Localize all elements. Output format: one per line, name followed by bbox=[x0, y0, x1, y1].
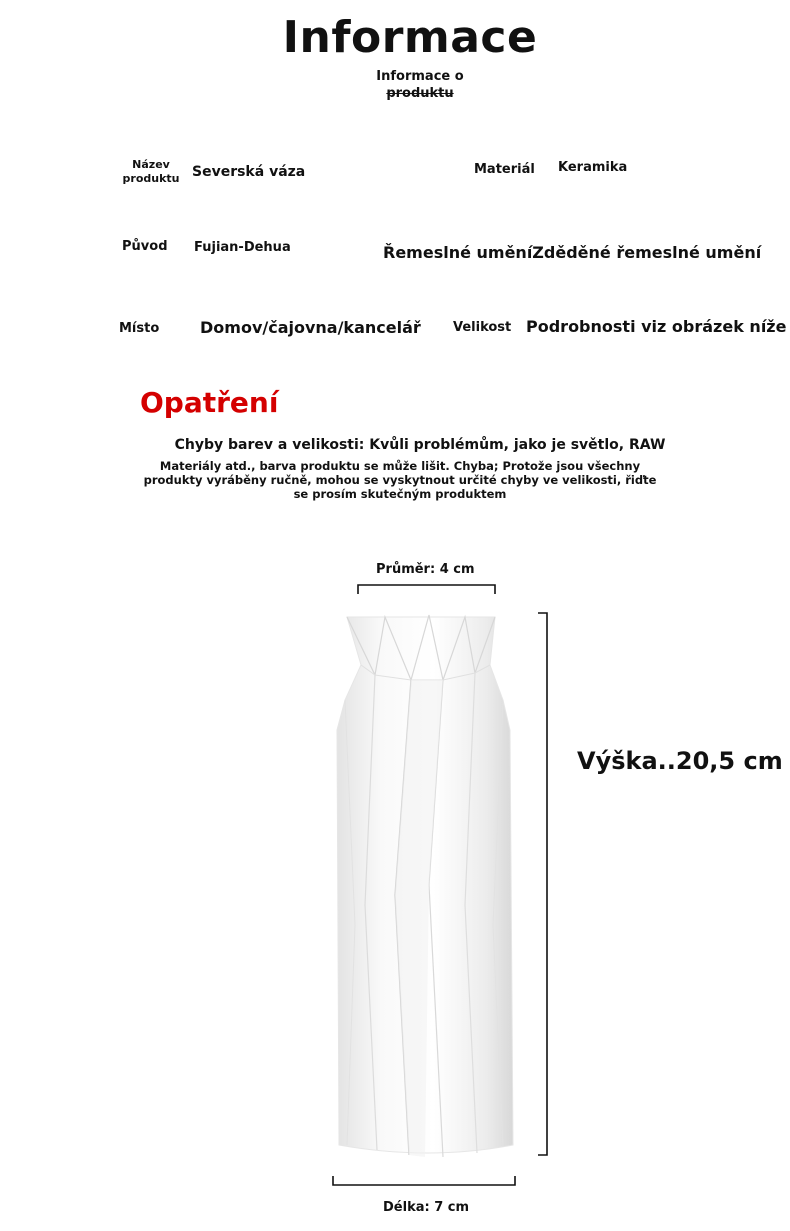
height-bracket bbox=[536, 610, 552, 1160]
notice-heading: Chyby barev a velikosti: Kvůli problémům, jako je světlo, RAW bbox=[174, 437, 666, 453]
diameter-label: Průměr: 4 cm bbox=[376, 562, 475, 577]
spec-label-place: Místo bbox=[119, 321, 160, 336]
height-label: Výška..20,5 cm bbox=[577, 747, 783, 775]
notice-title: Opatření bbox=[140, 386, 279, 419]
spec-label-size: Velikost bbox=[453, 320, 512, 335]
length-label: Délka: 7 cm bbox=[383, 1200, 470, 1215]
diameter-bracket bbox=[355, 582, 499, 596]
subtitle-line-2: produktu bbox=[386, 86, 454, 101]
page-subtitle bbox=[360, 68, 480, 102]
spec-value-size: Podrobnosti viz obrázek níže bbox=[526, 317, 787, 336]
subtitle-line-1: Informace o bbox=[376, 69, 464, 84]
spec-value-origin: Fujian-Dehua bbox=[194, 240, 291, 255]
spec-label-material: Materiál bbox=[474, 162, 535, 177]
spec-value-name: Severská váza bbox=[192, 164, 306, 180]
notice-body: Materiály atd., barva produktu se může lišit. Chyba; Protože jsou všechny produkty vyráběny ručně, mohou se vyskytnout určité chyby ve velikosti, řiďte se prosím skutečným produktem bbox=[143, 459, 657, 501]
page-title: Informace bbox=[282, 12, 538, 63]
length-bracket bbox=[330, 1174, 520, 1188]
spec-value-material: Keramika bbox=[558, 160, 628, 175]
vase-illustration bbox=[325, 605, 525, 1165]
spec-label-origin: Původ bbox=[122, 239, 168, 254]
spec-value-place: Domov/čajovna/kancelář bbox=[200, 318, 421, 337]
spec-value-craft: Řemeslné uměníZděděné řemeslné umění bbox=[383, 243, 762, 262]
spec-label-name: Název produktu bbox=[122, 158, 180, 185]
